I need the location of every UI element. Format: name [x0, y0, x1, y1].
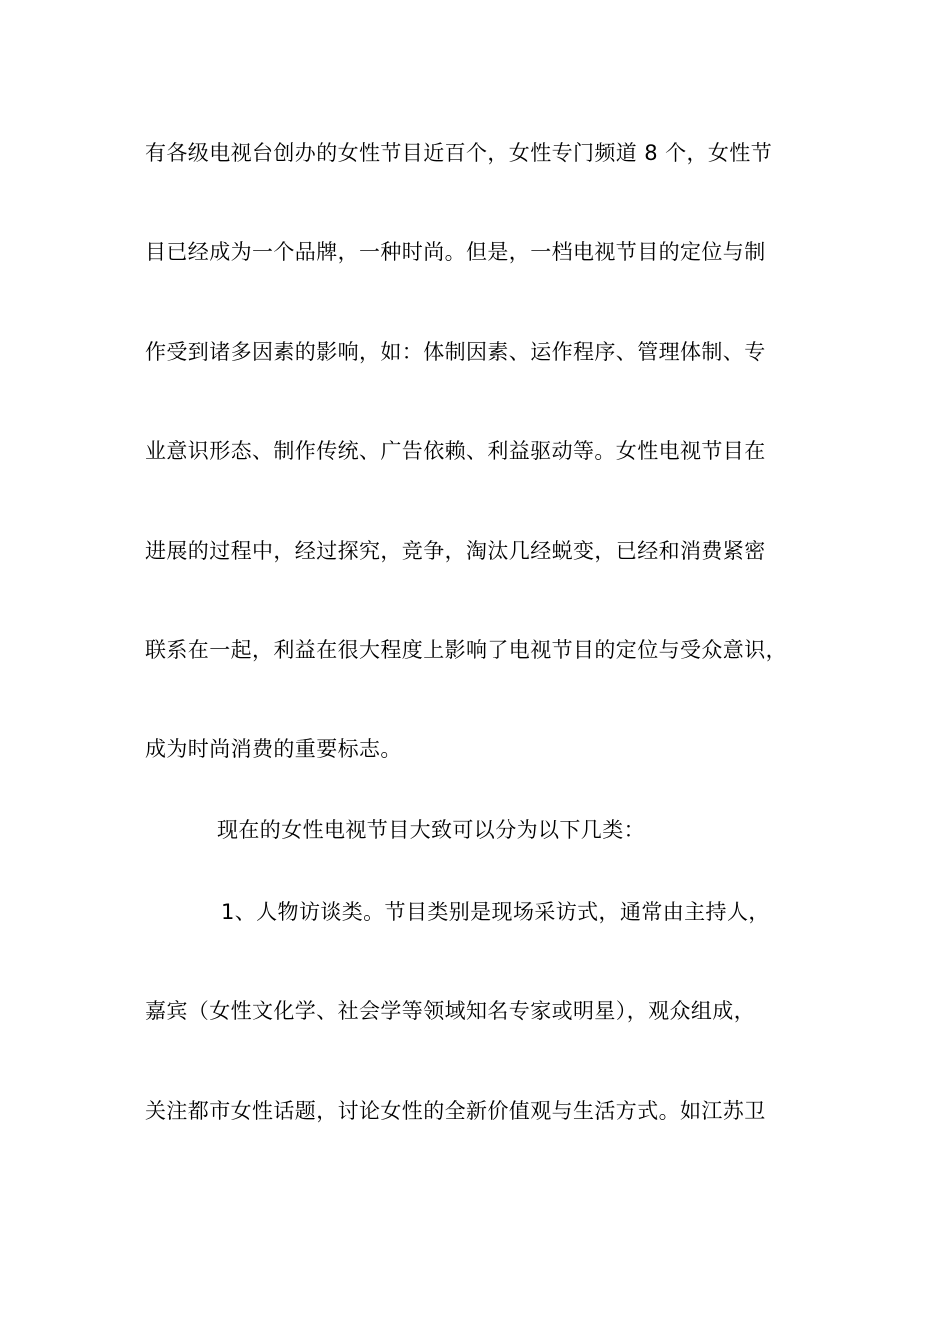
text-line: 业意识形态、制作传统、广告依赖、利益驱动等。女性电视节目在: [145, 439, 766, 463]
text-line: 嘉宾（女性文化学、社会学等领域知名专家或明星），观众组成，: [145, 999, 756, 1023]
text-line: 联系在一起，利益在很大程度上影响了电视节目的定位与受众意识，: [145, 638, 787, 662]
text-line: 目已经成为一个品牌，一种时尚。但是，一档电视节目的定位与制: [145, 240, 766, 264]
list-item-heading-line: 1、人物访谈类。节目类别是现场采访式，通常由主持人，: [221, 900, 770, 924]
paragraph-intro-line: 现在的女性电视节目大致可以分为以下几类：: [217, 818, 645, 842]
text-line: 成为时尚消费的重要标志。: [145, 737, 402, 761]
text-line: 有各级电视台创办的女性节目近百个，女性专门频道 8 个，女性节: [145, 141, 773, 165]
text-line: 关注都市女性话题，讨论女性的全新价值观与生活方式。如江苏卫: [145, 1099, 766, 1123]
text-line: 作受到诸多因素的影响，如：体制因素、运作程序、管理体制、专: [145, 340, 766, 364]
text-line: 进展的过程中，经过探究，竞争，淘汰几经蜕变，已经和消费紧密: [145, 539, 766, 563]
